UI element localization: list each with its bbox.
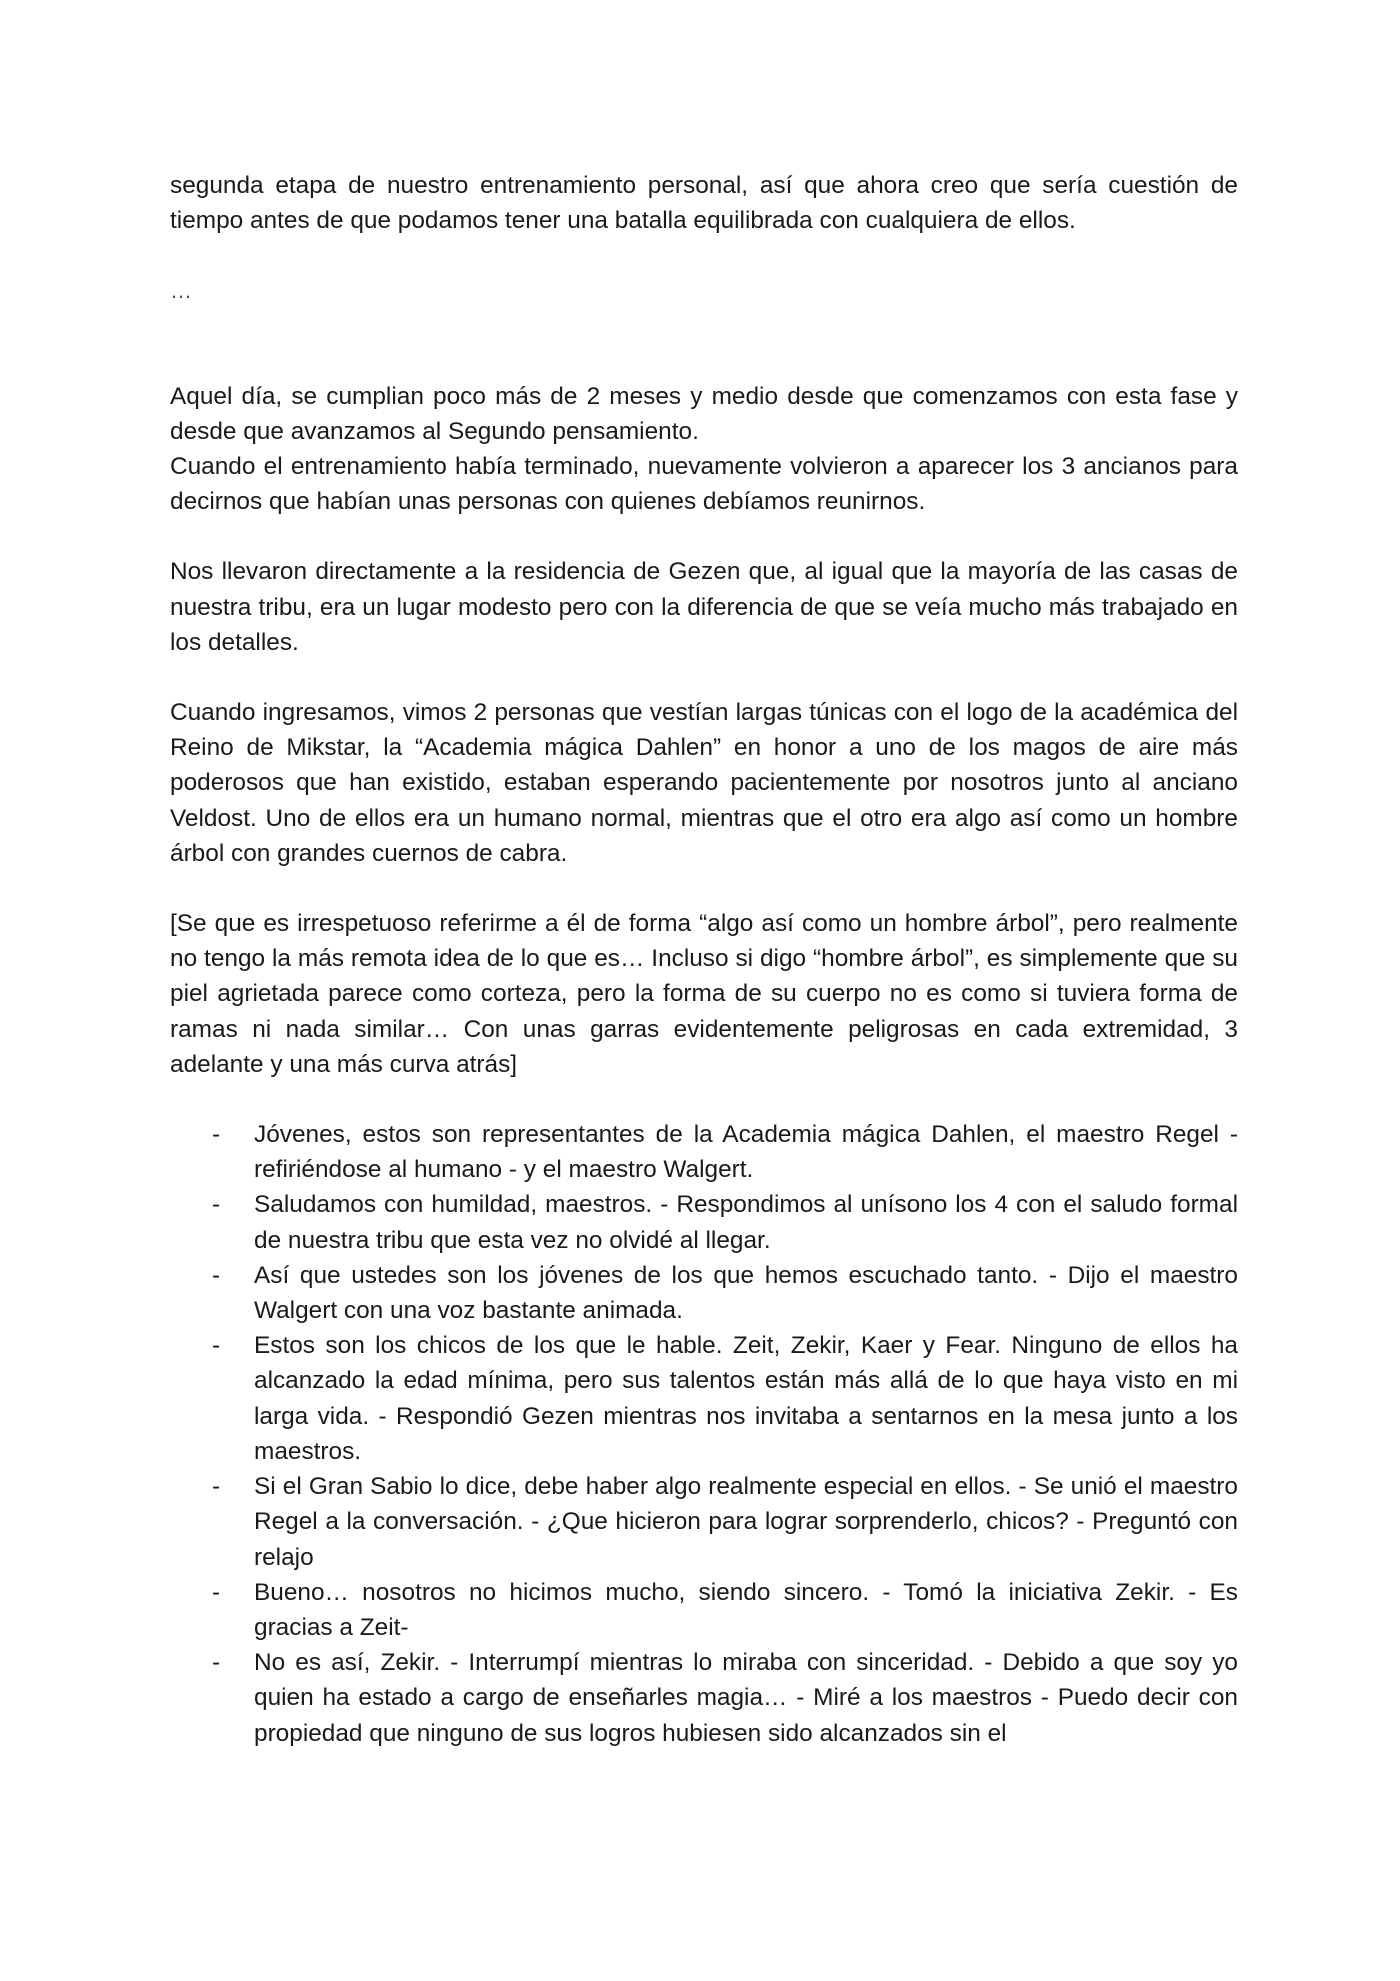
dialogue-line — [170, 1575, 1238, 1645]
dialogue-line — [170, 1187, 1238, 1257]
scene-break-ellipsis: … — [170, 278, 192, 304]
dialogue-line — [170, 1117, 1238, 1187]
spacer — [170, 519, 1238, 554]
paragraph-1a: Aquel día, se cumplian poco más de 2 meses y medio desde que comenzamos con esta fase y desde que avanzamos al Segundo pensamiento. — [170, 382, 1238, 445]
dialogue-dash: - — [212, 1121, 221, 1149]
dialogue-text: Saludamos con humildad, maestros. - Respondimos al unísono los 4 con el saludo formal de nuestra tribu que esta vez no olvidé al llegar. — [254, 1191, 1238, 1254]
paragraph-1b: Cuando el entrenamiento había terminado, nuevamente volvieron a aparecer los 3 ancianos para decirnos que habían unas personas con quienes debíamos reunirnos. — [170, 453, 1238, 516]
dialogue-dash: - — [212, 1332, 221, 1360]
dialogue-text: Bueno… nosotros no hicimos mucho, siendo sincero. - Tomó la iniciativa Zekir. - Es gracias a Zeit- — [254, 1578, 1238, 1641]
document-page — [170, 168, 1238, 1751]
spacer — [170, 1082, 1238, 1117]
spacer — [170, 238, 1238, 273]
dialogue-dash: - — [212, 1191, 221, 1219]
dialogue-line — [170, 1258, 1238, 1328]
dialogue-list — [170, 1117, 1238, 1751]
paragraph-3: Cuando ingresamos, vimos 2 personas que vestían largas túnicas con el logo de la académica del Reino de Mikstar, la “Academia mágica Dahlen” en honor a uno de los magos de aire más poderosos que han existido, estaban esperando pacientemente por nosotros junto al anciano Veldost. Uno de ellos era un humano normal, mientras que el otro era algo así como un hombre árbol con grandes cuernos de cabra. — [170, 699, 1238, 867]
dialogue-dash: - — [212, 1578, 221, 1606]
dialogue-text: Jóvenes, estos son representantes de la Academia mágica Dahlen, el maestro Regel - refiriéndose al humano - y el maestro Walgert. — [254, 1121, 1238, 1184]
dialogue-text: Si el Gran Sabio lo dice, debe haber algo realmente especial en ellos. - Se unió el maestro Regel a la conversación. - ¿Que hicieron para lograr sorprenderlo, chicos? - Preguntó con relajo — [254, 1473, 1238, 1571]
dialogue-dash: - — [212, 1261, 221, 1289]
paragraph-4: [Se que es irrespetuoso referirme a él de forma “algo así como un hombre árbol”, pero realmente no tengo la más remota idea de lo que es… Incluso si digo “hombre árbol”, es simplemente que su piel agrietada parece como corteza, pero la forma de su cuerpo no es como si tuviera forma de ramas ni nada similar… Con unas garras evidentemente peligrosas en cada extremidad, 3 adelante y una más curva atrás] — [170, 910, 1238, 1078]
dialogue-dash: - — [212, 1649, 221, 1677]
spacer — [170, 660, 1238, 695]
dialogue-text: Estos son los chicos de los que le hable. Zeit, Zekir, Kaer y Fear. Ninguno de ellos ha alcanzado la edad mínima, pero sus talentos están más allá de lo que haya visto en mi larga vida. - Respondió Gezen mientras nos invitaba a sentarnos en la mesa junto a los maestros. — [254, 1332, 1238, 1465]
paragraph-2: Nos llevaron directamente a la residencia de Gezen que, al igual que la mayoría de las casas de nuestra tribu, era un lugar modesto pero con la diferencia de que se veía mucho más trabajado en los detalles. — [170, 558, 1238, 656]
dialogue-text: No es así, Zekir. - Interrumpí mientras lo miraba con sinceridad. - Debido a que soy yo quien ha estado a cargo de enseñarles magia… - Miré a los maestros - Puedo decir con propiedad que ninguno de sus logros hubiesen sido alcanzados sin el — [254, 1649, 1238, 1747]
spacer — [170, 309, 1238, 379]
dialogue-line — [170, 1645, 1238, 1751]
dialogue-text: Así que ustedes son los jóvenes de los que hemos escuchado tanto. - Dijo el maestro Walgert con una voz bastante animada. — [254, 1261, 1238, 1325]
spacer — [170, 871, 1238, 906]
dialogue-line — [170, 1328, 1238, 1469]
dialogue-line — [170, 1469, 1238, 1575]
dialogue-dash: - — [212, 1473, 221, 1501]
paragraph-intro: segunda etapa de nuestro entrenamiento personal, así que ahora creo que sería cuestión de tiempo antes de que podamos tener una batalla equilibrada con cualquiera de ellos. — [170, 172, 1238, 235]
